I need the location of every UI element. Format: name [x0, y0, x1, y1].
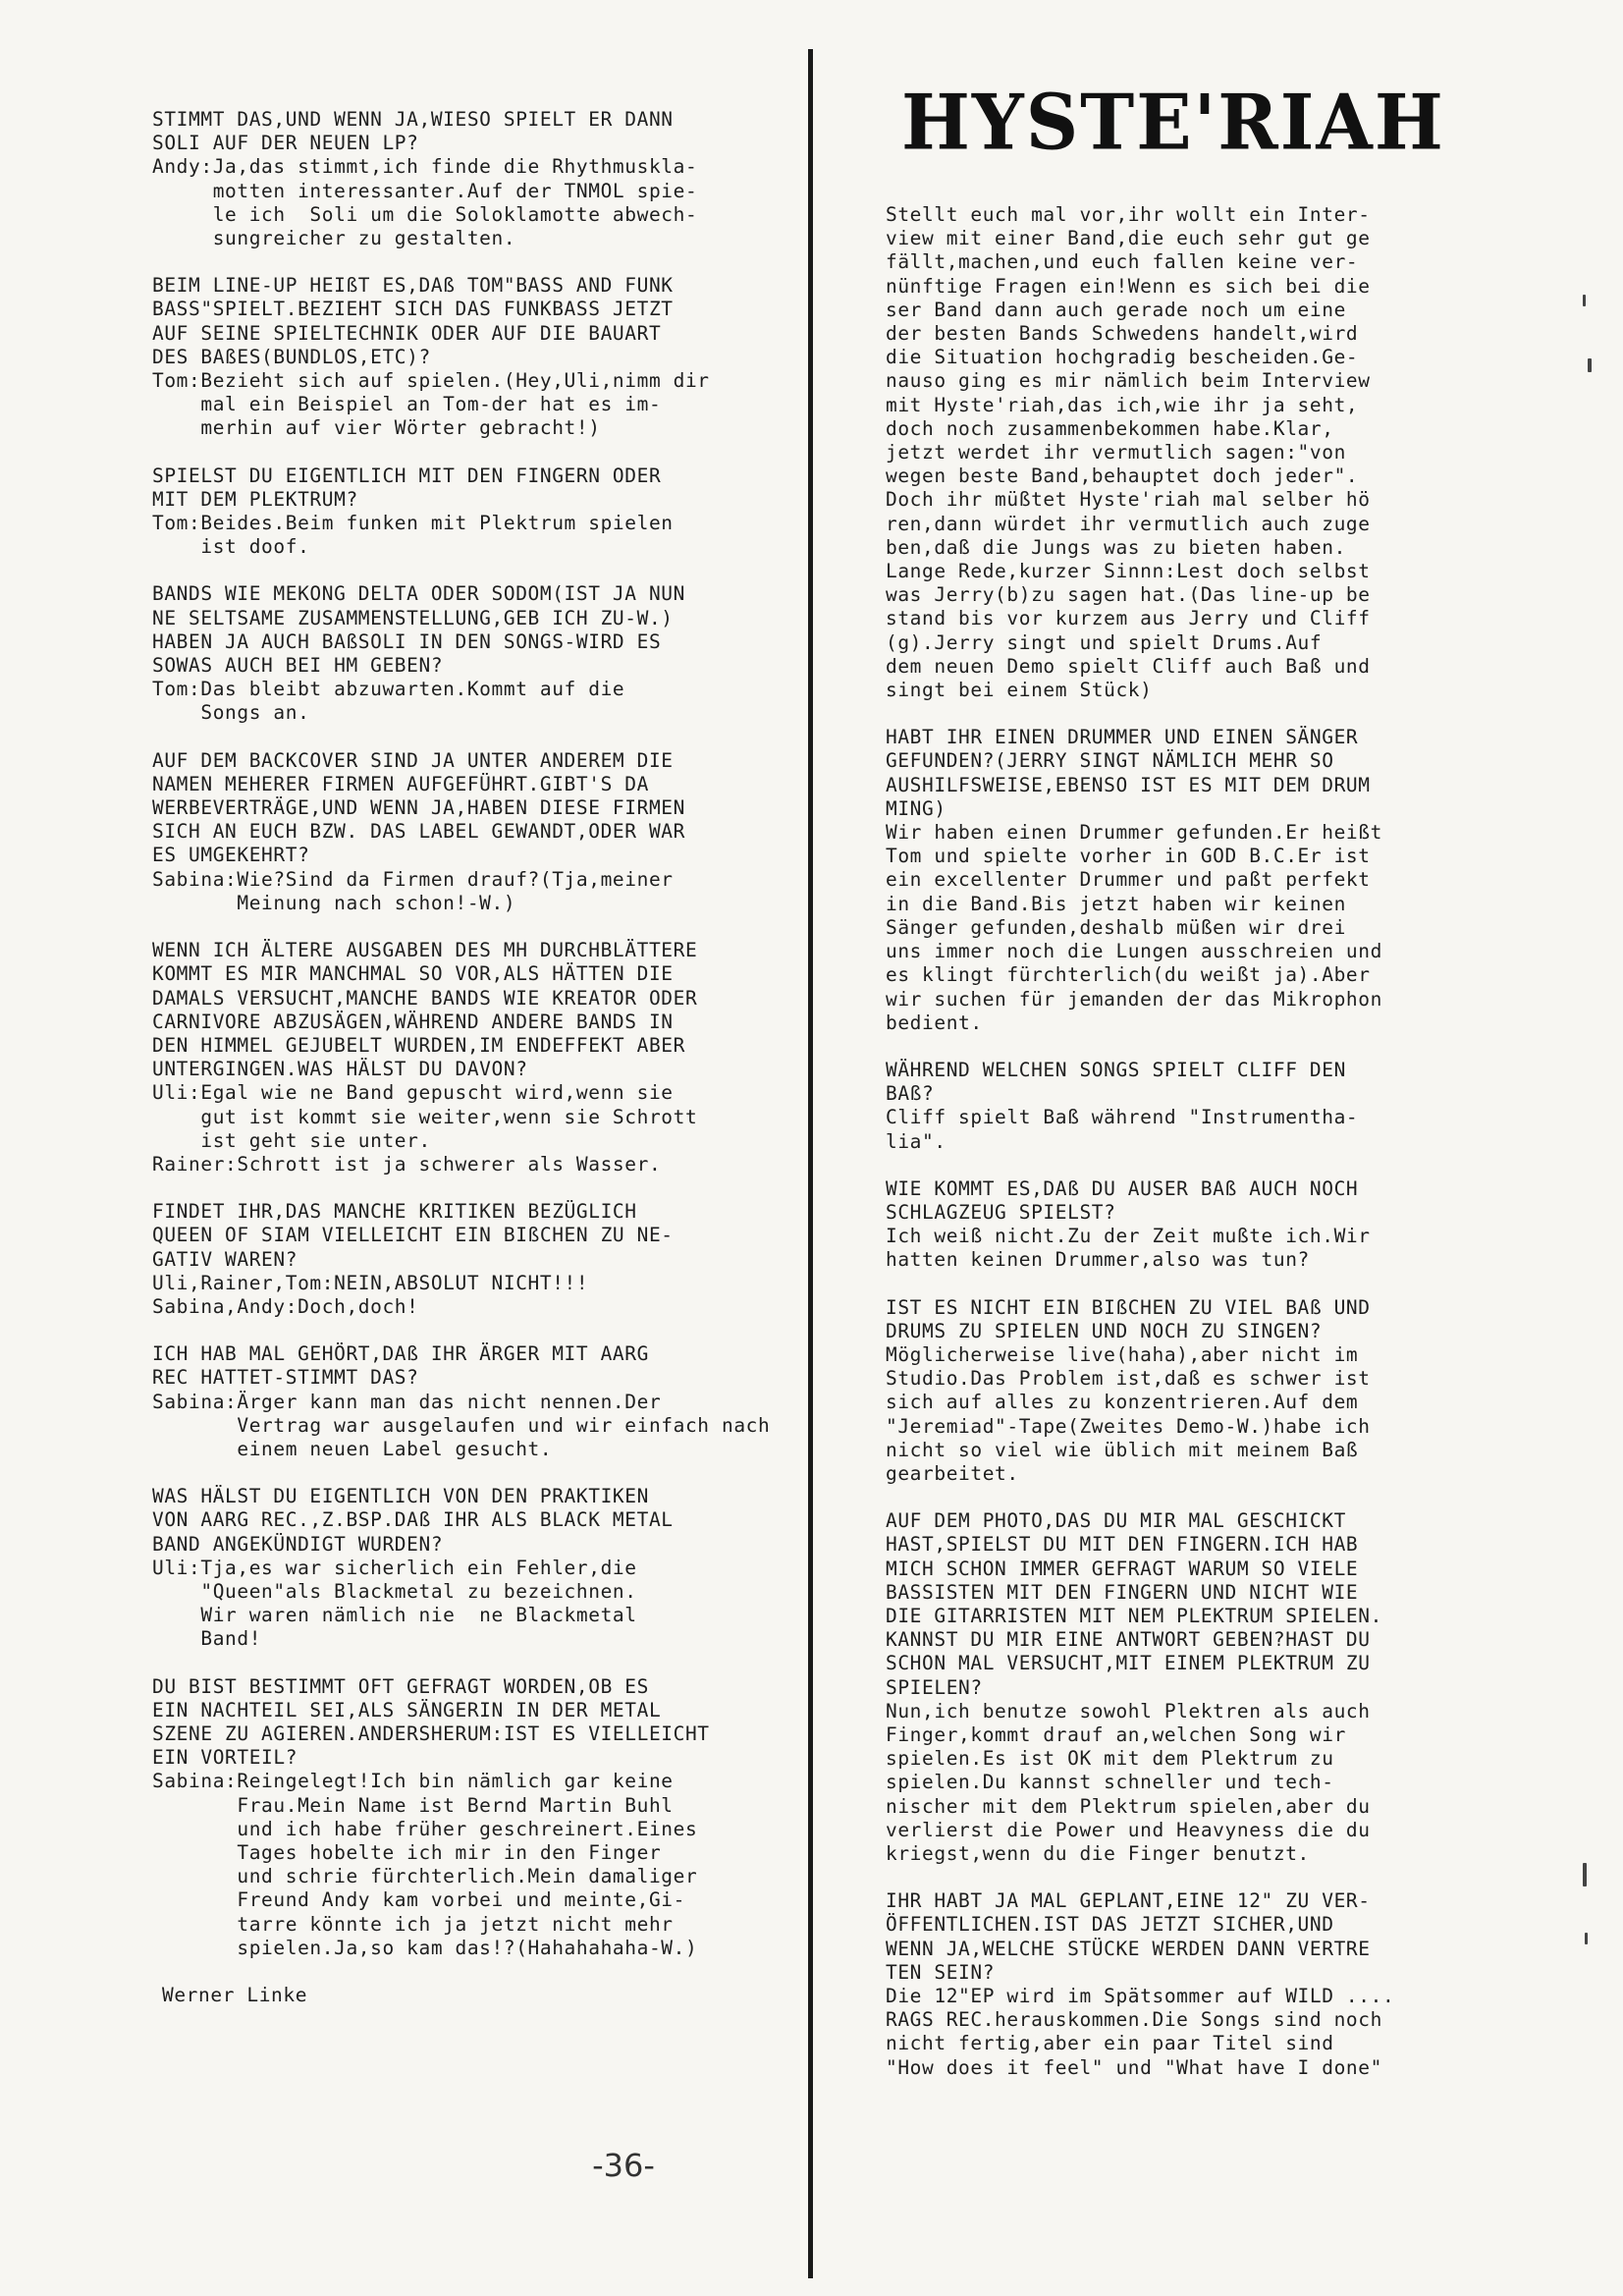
text-line: ist doof. [152, 535, 310, 559]
text-line: SICH AN EUCH BZW. DAS LABEL GEWANDT,ODER WAR [152, 820, 685, 844]
text-line: WERBEVERTRÄGE,UND WENN JA,HABEN DIESE FIRMEN [152, 796, 685, 820]
text-line: SPIELEN? [886, 1675, 983, 1699]
text-line: ben,daß die Jungs was zu bieten haben. [886, 535, 1346, 559]
text-line: sungreicher zu gestalten. [152, 227, 516, 250]
text-line: die Situation hochgradig bescheiden.Ge- [886, 346, 1359, 369]
text-line: und ich habe früher geschreinert.Eines [152, 1817, 698, 1840]
text-line: Andy:Ja,das stimmt,ich finde die Rhythmuskla- [152, 155, 698, 179]
text-line: Uli:Egal wie ne Band gepuscht wird,wenn sie [152, 1081, 674, 1105]
text-block [152, 1485, 800, 1651]
text-line: (g).Jerry singt und spielt Drums.Auf [886, 630, 1323, 654]
text-line: ein excellenter Drummer und paßt perfekt [886, 868, 1371, 892]
text-line: wir suchen für jemanden der das Mikrophon [886, 987, 1382, 1011]
text-line: BAß? [886, 1082, 935, 1106]
text-line: GEFUNDEN?(JERRY SINGT NÄMLICH MEHR SO [886, 749, 1334, 773]
text-line: was Jerry(b)zu sagen hat.(Das line-up be [886, 583, 1371, 607]
text-line: Nun,ich benutze sowohl Plektren als auch [886, 1699, 1371, 1722]
text-line: VON AARG REC.,Z.BSP.DAß IHR ALS BLACK METAL [152, 1508, 674, 1532]
text-line: Wir waren nämlich nie ne Blackmetal [152, 1604, 637, 1627]
text-block [152, 1342, 800, 1461]
text-line: ser Band dann auch gerade noch um eine [886, 298, 1346, 321]
text-line: AUSHILFSWEISE,EBENSO IST ES MIT DEM DRUM [886, 773, 1371, 796]
text-line: IHR HABT JA MAL GEPLANT,EINE 12" ZU VER- [886, 1889, 1371, 1913]
text-line: ren,dann würdet ihr vermutlich auch zuge [886, 512, 1371, 535]
text-line: jetzt werdet ihr vermutlich sagen:"von [886, 441, 1346, 465]
text-line: DEN HIMMEL GEJUBELT WURDEN,IM ENDEFFEKT ABER [152, 1033, 685, 1057]
text-line: fällt,machen,und euch fallen keine ver- [886, 250, 1359, 274]
text-line: view mit einer Band,die euch sehr gut ge [886, 227, 1371, 250]
text-line: Lange Rede,kurzer Sinnn:Lest doch selbst [886, 560, 1371, 583]
text-line: Studio.Das Problem ist,daß es schwer ist [886, 1367, 1371, 1391]
text-line: STIMMT DAS,UND WENN JA,WIESO SPIELT ER DANN [152, 108, 674, 131]
text-line: stand bis vor kurzem aus Jerry und Cliff [886, 607, 1371, 630]
text-line: BANDS WIE MEKONG DELTA ODER SODOM(IST JA NUN [152, 582, 685, 606]
text-line: KANNST DU MIR EINE ANTWORT GEBEN?HAST DU [886, 1628, 1371, 1652]
text-line: le ich Soli um die Soloklamotte abwech- [152, 202, 698, 226]
text-line: HABEN JA AUCH BAßSOLI IN DEN SONGS-WIRD ES [152, 629, 662, 653]
text-line: kriegst,wenn du die Finger benutzt. [886, 1842, 1310, 1865]
text-line: WIE KOMMT ES,DAß DU AUSER BAß AUCH NOCH [886, 1176, 1359, 1200]
text-line: AUF DEM BACKCOVER SIND JA UNTER ANDEREM DIE [152, 748, 674, 772]
text-line: GATIV WAREN? [152, 1247, 298, 1271]
text-line: es klingt fürchterlich(du weißt ja).Aber [886, 963, 1371, 987]
text-line: merhin auf vier Wörter gebracht!) [152, 416, 601, 440]
text-line: Sabina:Reingelegt!Ich bin nämlich gar keine [152, 1770, 674, 1793]
text-line: BASSISTEN MIT DEN FINGERN UND NICHT WIE [886, 1580, 1359, 1604]
text-line: "Jeremiad"-Tape(Zweites Demo-W.)habe ich [886, 1414, 1371, 1438]
text-line: DAMALS VERSUCHT,MANCHE BANDS WIE KREATOR ODER [152, 986, 698, 1010]
text-line: dem neuen Demo spielt Cliff auch Baß und [886, 654, 1371, 678]
text-line: Freund Andy kam vorbei und meinte,Gi- [152, 1888, 685, 1912]
scan-speck [1583, 295, 1586, 306]
text-line: hatten keinen Drummer,also was tun? [886, 1248, 1310, 1272]
text-line: motten interessanter.Auf der TNMOL spie- [152, 179, 698, 202]
text-line: Sänger gefunden,deshalb müßen wir drei [886, 915, 1346, 939]
scan-speck [1588, 358, 1592, 372]
text-line: mit Hyste'riah,das ich,wie ihr ja seht, [886, 393, 1359, 416]
text-line: nicht so viel wie üblich mit meinem Baß [886, 1438, 1359, 1461]
text-line: Finger,kommt drauf an,welchen Song wir [886, 1722, 1346, 1746]
text-line: ist geht sie unter. [152, 1128, 431, 1152]
text-line: SCHLAGZEUG SPIELST? [886, 1200, 1116, 1224]
text-line: der besten Bands Schwedens handelt,wird [886, 322, 1359, 346]
text-line: Cliff spielt Baß während "Instrumentha- [886, 1106, 1359, 1129]
author-signature: Werner Linke [162, 1984, 308, 2007]
text-line: ES UMGEKEHRT? [152, 844, 310, 867]
text-line: REC HATTET-STIMMT DAS? [152, 1366, 419, 1390]
text-line: sich auf alles zu konzentrieren.Auf dem [886, 1391, 1359, 1414]
text-line: nünftige Fragen ein!Wenn es sich bei die [886, 274, 1371, 298]
text-line: einem neuen Label gesucht. [152, 1437, 553, 1460]
text-line: DRUMS ZU SPIELEN UND NOCH ZU SINGEN? [886, 1319, 1323, 1342]
text-line: doch noch zusammenbekommen habe.Klar, [886, 416, 1334, 440]
text-line: uns immer noch die Lungen ausschreien und [886, 940, 1382, 963]
text-block [152, 939, 800, 1176]
text-line: Stellt euch mal vor,ihr wollt ein Inter- [886, 203, 1371, 226]
page-number: -36- [592, 2147, 655, 2184]
text-line: NE SELTSAME ZUSAMMENSTELLUNG,GEB ICH ZU-W.) [152, 606, 674, 629]
text-block [152, 749, 800, 915]
text-line: DES BAßES(BUNDLOS,ETC)? [152, 345, 431, 368]
text-block [886, 203, 1475, 702]
text-line: EIN VORTEIL? [152, 1746, 298, 1770]
text-block [886, 1296, 1475, 1487]
text-line: UNTERGINGEN.WAS HÄLST DU DAVON? [152, 1058, 528, 1081]
text-line: AUF SEINE SPIELTECHNIK ODER AUF DIE BAUART [152, 321, 662, 345]
text-line: QUEEN OF SIAM VIELLEICHT EIN BIßCHEN ZU NE- [152, 1224, 674, 1247]
text-line: Die 12"EP wird im Spätsommer auf WILD .... [886, 1985, 1395, 2008]
text-line: Tom und spielte vorher in GOD B.C.Er ist [886, 845, 1371, 868]
text-line: Songs an. [152, 701, 310, 725]
text-line: ÖFFENTLICHEN.IST DAS JETZT SICHER,UND [886, 1913, 1334, 1937]
text-line: Tages hobelte ich mir in den Finger [152, 1841, 662, 1864]
text-line: NAMEN MEHERER FIRMEN AUFGEFÜHRT.GIBT'S DA [152, 772, 649, 795]
text-line: DU BIST BESTIMMT OFT GEFRAGT WORDEN,OB ES [152, 1674, 649, 1698]
text-line: lia". [886, 1129, 947, 1153]
text-line: Sabina:Ärger kann man das nicht nennen.Der [152, 1390, 662, 1413]
text-line: spielen.Du kannst schneller und tech- [886, 1771, 1334, 1794]
text-line: Tom:Beides.Beim funken mit Plektrum spielen [152, 512, 674, 535]
text-block [886, 726, 1475, 1035]
text-line: wegen beste Band,behauptet doch jeder". [886, 465, 1359, 488]
text-line: MIT DEM PLEKTRUM? [152, 487, 358, 511]
text-line: MICH SCHON IMMER GEFRAGT WARUM SO VIELE [886, 1557, 1359, 1580]
text-line: FINDET IHR,DAS MANCHE KRITIKEN BEZÜGLICH [152, 1200, 637, 1224]
text-line: Uli,Rainer,Tom:NEIN,ABSOLUT NICHT!!! [152, 1271, 589, 1294]
text-line: SCHON MAL VERSUCHT,MIT EINEM PLEKTRUM ZU [886, 1652, 1371, 1675]
text-line: AUF DEM PHOTO,DAS DU MIR MAL GESCHICKT [886, 1509, 1346, 1533]
text-line: HABT IHR EINEN DRUMMER UND EINEN SÄNGER [886, 726, 1359, 749]
text-line: nischer mit dem Plektrum spielen,aber du [886, 1794, 1371, 1818]
text-line: EIN NACHTEIL SEI,ALS SÄNGERIN IN DER METAL [152, 1698, 662, 1722]
text-block [152, 1200, 800, 1319]
text-line: BASS"SPIELT.BEZIEHT SICH DAS FUNKBASS JETZT [152, 298, 674, 321]
text-line: "Queen"als Blackmetal zu bezeichnen. [152, 1579, 637, 1603]
text-line: singt bei einem Stück) [886, 679, 1153, 702]
text-line: Doch ihr müßtet Hyste'riah mal selber hö [886, 488, 1371, 512]
left-column [152, 108, 800, 2031]
text-line: RAGS REC.herauskommen.Die Songs sind noch [886, 2008, 1382, 2032]
right-column [886, 203, 1475, 2104]
text-block [152, 108, 800, 250]
text-line: ICH HAB MAL GEHÖRT,DAß IHR ÄRGER MIT AARG [152, 1342, 649, 1366]
text-line: SOLI AUF DER NEUEN LP? [152, 132, 419, 155]
text-line: Tom:Bezieht sich auf spielen.(Hey,Uli,nimm dir [152, 369, 710, 393]
column-divider [808, 49, 813, 2278]
text-line: Frau.Mein Name ist Bernd Martin Buhl [152, 1793, 674, 1817]
text-line: Sabina:Wie?Sind da Firmen drauf?(Tja,meiner [152, 867, 674, 891]
text-line: tarre könnte ich ja jetzt nicht mehr [152, 1912, 674, 1936]
text-line: SPIELST DU EIGENTLICH MIT DEN FINGERN ODER [152, 464, 662, 487]
text-line: Möglicherweise live(haha),aber nicht im [886, 1342, 1359, 1366]
text-line: gearbeitet. [886, 1461, 1019, 1485]
text-line: Ich weiß nicht.Zu der Zeit mußte ich.Wir [886, 1225, 1371, 1248]
text-line: WENN JA,WELCHE STÜCKE WERDEN DANN VERTRE [886, 1937, 1371, 1960]
text-block [886, 1059, 1475, 1154]
text-line: TEN SEIN? [886, 1960, 996, 1984]
text-line: BEIM LINE-UP HEIßT ES,DAß TOM"BASS AND FUNK [152, 274, 674, 298]
text-block [152, 274, 800, 440]
text-line: WENN ICH ÄLTERE AUSGABEN DES MH DURCHBLÄTTERE [152, 939, 698, 962]
text-line: SZENE ZU AGIEREN.ANDERSHERUM:IST ES VIELLEICHT [152, 1722, 710, 1745]
text-line: SOWAS AUCH BEI HM GEBEN? [152, 654, 444, 678]
text-line: Rainer:Schrott ist ja schwerer als Wasser. [152, 1152, 662, 1175]
text-line: CARNIVORE ABZUSÄGEN,WÄHREND ANDERE BANDS IN [152, 1010, 674, 1033]
text-line: WÄHREND WELCHEN SONGS SPIELT CLIFF DEN [886, 1058, 1346, 1081]
text-block [152, 465, 800, 560]
text-block [152, 582, 800, 725]
text-line: spielen.Ja,so kam das!?(Hahahahaha-W.) [152, 1936, 698, 1959]
text-line: Band! [152, 1627, 262, 1651]
text-line: HAST,SPIELST DU MIT DEN FINGERN.ICH HAB [886, 1533, 1359, 1557]
text-line: KOMMT ES MIR MANCHMAL SO VOR,ALS HÄTTEN DIE [152, 962, 674, 986]
text-line: Vertrag war ausgelaufen und wir einfach nach [152, 1413, 771, 1437]
scan-speck [1583, 1863, 1587, 1886]
text-block [152, 1675, 800, 1960]
text-line: nicht fertig,aber ein paar Titel sind [886, 2032, 1334, 2055]
text-line: gut ist kommt sie weiter,wenn sie Schrott [152, 1105, 698, 1128]
text-block [886, 1177, 1475, 1273]
text-line: und schrie fürchterlich.Mein damaliger [152, 1865, 698, 1888]
text-line: in die Band.Bis jetzt haben wir keinen [886, 892, 1346, 915]
text-line: BAND ANGEKÜNDIGT WURDEN? [152, 1532, 444, 1556]
page-title: HYSTE'RIAH [901, 78, 1445, 168]
text-line: Sabina,Andy:Doch,doch! [152, 1294, 419, 1318]
text-line: Meinung nach schon!-W.) [152, 891, 516, 914]
text-line: Tom:Das bleibt abzuwarten.Kommt auf die [152, 678, 625, 701]
scan-speck [1585, 1933, 1588, 1944]
text-line: "How does it feel" und "What have I done" [886, 2055, 1382, 2079]
text-line: Uli:Tja,es war sicherlich ein Fehler,die [152, 1556, 637, 1579]
text-line: nauso ging es mir nämlich beim Interview [886, 369, 1371, 393]
text-block [886, 1509, 1475, 1866]
text-line: WAS HÄLST DU EIGENTLICH VON DEN PRAKTIKEN [152, 1485, 649, 1508]
text-line: MING) [886, 796, 947, 820]
text-line: DIE GITARRISTEN MIT NEM PLEKTRUM SPIELEN. [886, 1604, 1382, 1627]
text-line: mal ein Beispiel an Tom-der hat es im- [152, 393, 662, 416]
text-line: Wir haben einen Drummer gefunden.Er heißt [886, 821, 1382, 845]
text-block [886, 1889, 1475, 2080]
text-line: IST ES NICHT EIN BIßCHEN ZU VIEL BAß UND [886, 1295, 1371, 1319]
text-line: spielen.Es ist OK mit dem Plektrum zu [886, 1747, 1334, 1771]
text-line: bedient. [886, 1011, 983, 1034]
text-line: verlierst die Power und Heavyness die du [886, 1818, 1371, 1841]
